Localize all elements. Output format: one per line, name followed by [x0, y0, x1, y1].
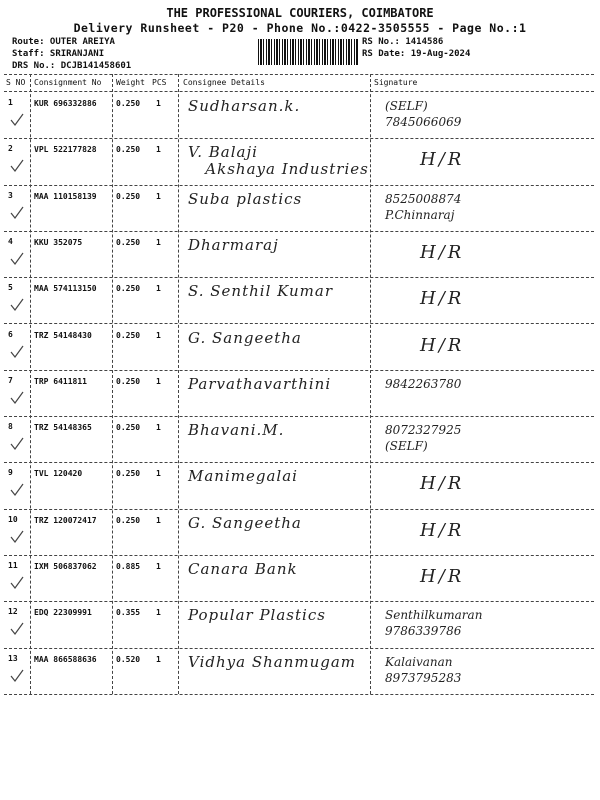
weight-value: 0.250: [116, 330, 141, 340]
consignee-details: Manimegalai: [188, 467, 298, 486]
signature-entry: 8072327925 (SELF): [385, 423, 462, 454]
pieces-count: 1: [156, 469, 161, 479]
check-mark-icon: [10, 575, 24, 589]
check-mark-icon: [10, 436, 24, 450]
consignment-number: TVL 120420: [34, 469, 83, 479]
row-serial-number: 5: [8, 283, 13, 293]
weight-value: 0.250: [116, 145, 141, 155]
pieces-count: 1: [156, 515, 161, 525]
weight-value: 0.250: [116, 284, 141, 294]
row-serial-number: 12: [8, 607, 18, 617]
weight-value: 0.355: [116, 608, 141, 618]
table-row: [0, 462, 600, 508]
row-serial-number: 13: [8, 653, 18, 663]
signature-entry: H/R: [420, 566, 465, 587]
row-serial-number: 6: [8, 329, 13, 339]
check-mark-icon: [10, 344, 24, 358]
weight-value: 0.250: [116, 191, 141, 201]
check-mark-icon: [10, 158, 24, 172]
pieces-count: 1: [156, 330, 161, 340]
consignee-details: Vidhya Shanmugam: [188, 652, 357, 671]
barcode: [258, 39, 358, 65]
signature-entry: H/R: [420, 473, 465, 495]
signature-entry: Kalaivanan 8973795283: [385, 654, 462, 685]
consignment-number: MAA 866588636: [34, 654, 97, 664]
consignee-details: Dharmaraj: [188, 235, 279, 254]
check-mark-icon: [10, 297, 24, 311]
table-row: [0, 509, 600, 555]
row-serial-number: 4: [8, 236, 13, 246]
drs-number: DRS No.: DCJB141458601: [12, 61, 132, 71]
table-row: [0, 416, 600, 462]
route-label: Route: OUTER AREIYA: [12, 37, 115, 47]
consignment-number: MAA 110158139: [34, 191, 97, 201]
signature-entry: 9842263780: [385, 376, 462, 391]
pieces-count: 1: [156, 284, 161, 294]
table-row: [0, 231, 600, 277]
signature-entry: Senthilkumaran 9786339786: [385, 608, 483, 639]
consignee-details: Parvathavarthini: [188, 374, 332, 393]
row-serial-number: 3: [8, 190, 13, 200]
pieces-count: 1: [156, 423, 161, 433]
weight-value: 0.250: [116, 237, 141, 247]
consignee-details: S. Senthil Kumar: [188, 282, 334, 301]
check-mark-icon: [10, 529, 24, 543]
pieces-count: 1: [156, 237, 161, 247]
consignee-details: G. Sangeetha: [188, 328, 302, 347]
check-mark-icon: [10, 668, 24, 682]
consignee-details: Sudharsan.k.: [188, 97, 301, 115]
check-mark-icon: [10, 205, 24, 219]
table-row: [0, 370, 600, 416]
consignment-number: IXM 506837062: [34, 562, 97, 571]
weight-value: 0.250: [116, 469, 141, 479]
table-row: [0, 324, 600, 370]
col-header-consignee: Consignee Details: [183, 78, 265, 87]
pieces-count: 1: [156, 191, 161, 201]
row-serial-number: 7: [8, 375, 13, 385]
consignee-details: Canara Bank: [188, 560, 298, 578]
consignment-number: KKU 352075: [34, 237, 83, 247]
row-serial-number: 8: [8, 422, 13, 432]
pieces-count: 1: [156, 654, 161, 664]
rs-number: RS No.: 1414586: [362, 37, 444, 47]
consignee-details: G. Sangeetha: [188, 513, 302, 532]
table-row: [0, 185, 600, 231]
weight-value: 0.250: [116, 376, 141, 386]
signature-entry: H/R: [420, 149, 465, 171]
weight-value: 0.250: [116, 423, 141, 433]
weight-value: 0.250: [116, 515, 141, 525]
signature-entry: H/R: [420, 519, 465, 541]
weight-value: 0.885: [116, 562, 141, 571]
check-mark-icon: [10, 482, 24, 496]
consignment-number: VPL 522177828: [34, 145, 97, 155]
table-row: [0, 138, 600, 184]
table-row: [0, 648, 600, 694]
signature-entry: (SELF) 7845066069: [385, 99, 462, 129]
staff-label: Staff: SRIRANJANI: [12, 49, 105, 59]
row-serial-number: 9: [8, 468, 13, 478]
row-serial-number: 10: [8, 514, 18, 524]
consignment-number: EDQ 22309991: [34, 608, 92, 618]
signature-entry: H/R: [420, 288, 465, 310]
check-mark-icon: [10, 390, 24, 404]
consignment-number: TRZ 54148430: [34, 330, 92, 340]
check-mark-icon: [10, 251, 24, 265]
consignment-number: MAA 574113150: [34, 284, 97, 294]
table-row: [0, 601, 600, 647]
consignment-number: TRZ 54148365: [34, 423, 92, 433]
consignment-number: KUR 696332886: [34, 99, 97, 108]
table-row: [0, 92, 600, 138]
table-row: [0, 555, 600, 601]
weight-value: 0.520: [116, 654, 141, 664]
check-mark-icon: [10, 112, 24, 126]
runsheet-subtitle: Delivery Runsheet - P20 - Phone No.:0422-3505555 - Page No.:1: [73, 21, 527, 35]
pieces-count: 1: [156, 608, 161, 618]
company-title: THE PROFESSIONAL COURIERS, COIMBATORE: [166, 6, 434, 20]
table-row: [0, 277, 600, 323]
signature-entry: 8525008874 P.Chinnaraj: [385, 191, 462, 222]
pieces-count: 1: [156, 99, 161, 108]
signature-entry: H/R: [420, 334, 465, 356]
consignee-details: Suba plastics: [188, 189, 303, 208]
col-header-weight: Weight: [116, 78, 145, 87]
consignment-number: TRZ 120072417: [34, 515, 97, 525]
table-top-border: [4, 74, 594, 75]
pieces-count: 1: [156, 145, 161, 155]
signature-entry: H/R: [420, 241, 465, 263]
rs-date: RS Date: 19-Aug-2024: [362, 49, 471, 59]
check-mark-icon: [10, 621, 24, 635]
col-header-sno: S NO: [6, 78, 26, 87]
col-header-signature: Signature: [374, 78, 418, 87]
consignment-number: TRP 6411811: [34, 376, 87, 386]
consignee-details: Popular Plastics: [188, 606, 326, 625]
row-divider: [4, 694, 594, 695]
row-serial-number: 11: [8, 561, 18, 570]
row-serial-number: 1: [8, 98, 13, 107]
pieces-count: 1: [156, 376, 161, 386]
weight-value: 0.250: [116, 99, 141, 108]
pieces-count: 1: [156, 562, 161, 571]
col-header-consignment: Consignment No: [34, 78, 102, 87]
consignee-details: V. Balaji Akshaya Industries: [188, 143, 369, 179]
row-serial-number: 2: [8, 144, 13, 154]
col-header-pcs: PCS: [152, 78, 167, 87]
consignee-details: Bhavani.M.: [188, 421, 285, 440]
